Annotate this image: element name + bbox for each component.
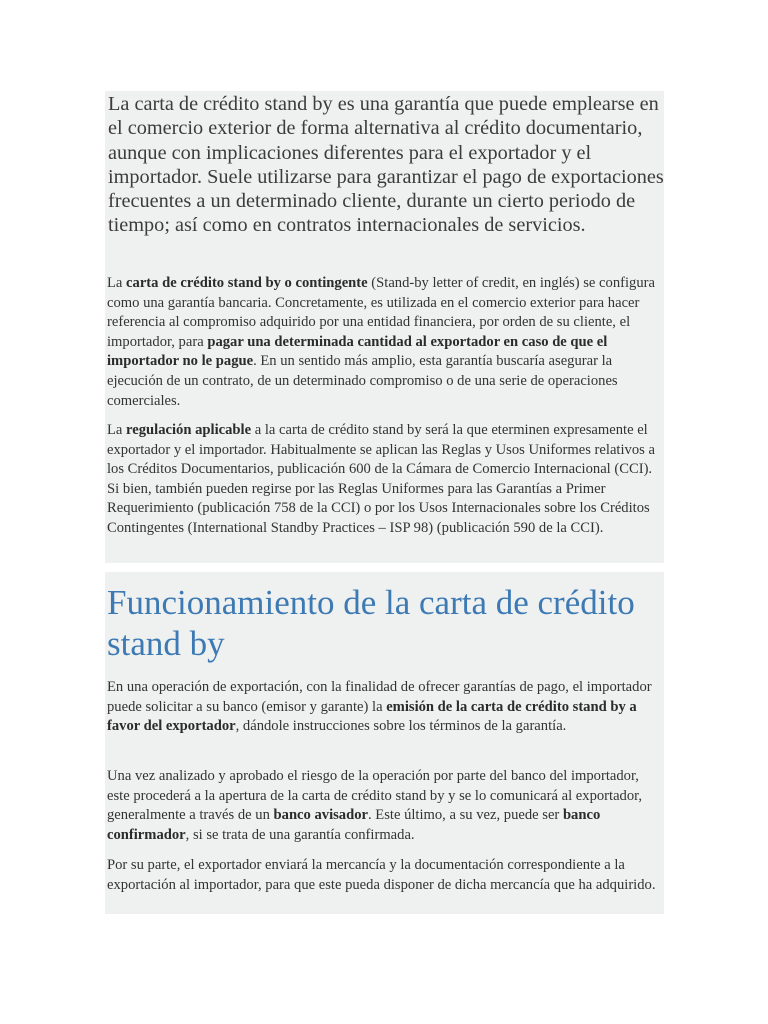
- paragraph-regulation: [107, 421, 665, 539]
- text-run: a la carta de crédito stand by será la que eterminen expresamente el exportador y el importador. Habitualmente se aplican las Reglas y Usos Uniformes relativos a los Créditos Documentarios, publicación 600 de la Cámara de Comercio Internacional (CCI). Si bien, también pueden regirse por las Reglas Uniformes para las Garantías a Primer Requerimiento (publicación 758 de la CCI) o por los Usos Internacionales sobre los Créditos Contingentes (International Standby Practices – ISP 98) (publicación 590 de la CCI).: [107, 422, 655, 536]
- text-run: Una vez analizado y aprobado el riesgo de la operación por parte del banco del importador, este procederá a la apertura de la carta de crédito stand by y se lo comunicará al exportador, generalmente a través de un: [107, 768, 643, 824]
- bold-term: pagar una determinada cantidad al exportador en caso de que el importador no le pague: [107, 333, 608, 370]
- text-run: Por su parte, el exportador enviará la mercancía y la documentación correspondiente a la exportación al importador, para que este pueda disponer de dicha mercancía que ha adquirido.: [107, 857, 656, 893]
- bold-term: banco confirmador: [107, 807, 601, 843]
- text-run: La: [107, 275, 127, 291]
- text-run: La: [107, 422, 127, 438]
- text-run: (Stand-by letter of credit, en inglés) se configura como una garantía bancaria. Concretamente, es utilizada en el comercio exterior para hacer referencia al compromiso adquirido por una entidad financiera, por orden de su cliente, el importador, para: [107, 275, 655, 350]
- paragraph-approval: [107, 767, 665, 845]
- paragraph-definition: [107, 274, 665, 411]
- bold-term: banco avisador: [273, 807, 368, 824]
- paragraph-shipment: [107, 856, 665, 895]
- bold-term: carta de crédito stand by o contingente: [126, 275, 368, 291]
- bold-term: regulación aplicable: [126, 422, 252, 438]
- lead-paragraph: La carta de crédito stand by es una garantía que puede emplearse en el comercio exterior de forma alternativa al crédito documentario, aunque con implicaciones diferentes para el exportador y el importador. Suele utilizarse para garantizar el pago de exportaciones frecuentes a un determinado cliente, durante un cierto periodo de tiempo; así como en contratos internacionales de servicios.: [108, 93, 664, 237]
- text-run: . Este último, a su vez, puede ser: [368, 807, 563, 824]
- section-heading: Funcionamiento de la carta de crédito stand by: [107, 583, 635, 663]
- paragraph-operation: [107, 678, 665, 737]
- text-run: En una operación de exportación, con la finalidad de ofrecer garantías de pago, el importador puede solicitar a su banco (emisor y garante) la: [107, 679, 652, 715]
- text-run: , si se trata de una garantía confirmada.: [185, 826, 415, 843]
- bold-term: emisión de la carta de crédito stand by a favor del exportador: [107, 698, 637, 735]
- text-run: , dándole instrucciones sobre los términos de la garantía.: [235, 718, 567, 735]
- text-run: . En un sentido más amplio, esta garantía buscaría asegurar la ejecución de un contrato, de un determinado compromiso o de una serie de operaciones comerciales.: [107, 353, 618, 409]
